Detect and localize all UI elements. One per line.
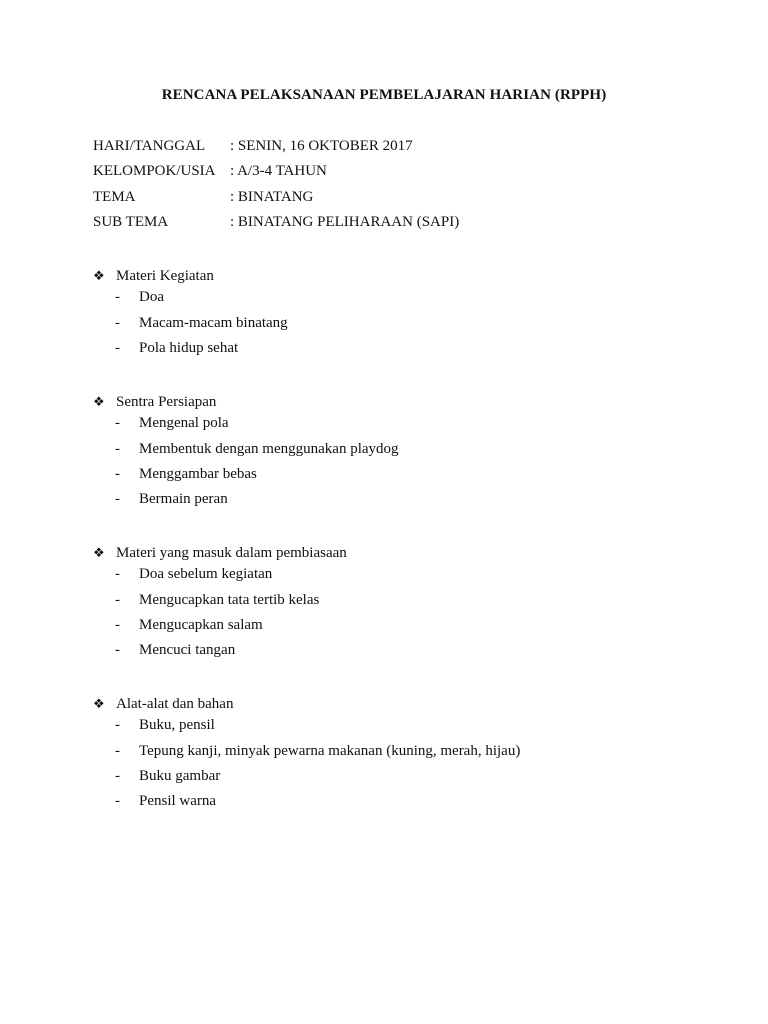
dash-marker: - [115, 616, 120, 633]
info-value: : A/3-4 TAHUN [230, 163, 327, 180]
dash-marker: - [115, 339, 120, 356]
info-row-theme [93, 188, 459, 213]
four-diamond-bullet-icon: ❖ [93, 393, 105, 409]
list-item [93, 490, 399, 515]
section-heading-row [93, 263, 288, 288]
dash-marker: - [115, 440, 120, 457]
section-heading: Alat-alat dan bahan [116, 695, 234, 712]
info-row-group [93, 162, 459, 187]
list-item [93, 767, 520, 792]
list-item [93, 792, 520, 817]
info-label: SUB TEMA [93, 213, 169, 230]
section-materi-kegiatan [93, 263, 288, 364]
list-item-text: Tepung kanji, minyak pewarna makanan (kuning, merah, hijau) [139, 742, 521, 759]
list-item-text: Buku gambar [139, 767, 221, 784]
dash-marker: - [115, 415, 120, 432]
list-item [93, 742, 520, 767]
four-diamond-bullet-icon: ❖ [93, 267, 105, 283]
info-value: : BINATANG PELIHARAAN (SAPI) [230, 213, 460, 230]
dash-marker: - [115, 767, 120, 784]
list-item-text: Bermain peran [139, 491, 228, 508]
dash-marker: - [115, 742, 120, 759]
list-item [93, 288, 288, 313]
section-heading: Sentra Persiapan [116, 393, 217, 410]
info-value: : BINATANG [230, 188, 314, 205]
list-item-text: Menggambar bebas [139, 465, 257, 482]
dash-marker: - [115, 491, 120, 508]
info-row-subtheme [93, 213, 459, 238]
list-item-text: Doa sebelum kegiatan [139, 566, 273, 583]
four-diamond-bullet-icon: ❖ [93, 544, 105, 560]
list-item [93, 591, 347, 616]
section-heading-row [93, 389, 399, 414]
list-item [93, 314, 288, 339]
section-alat-bahan [93, 691, 520, 817]
info-label: TEMA [93, 188, 136, 205]
list-item [93, 641, 347, 666]
list-item-text: Macam-macam binatang [139, 314, 288, 331]
list-item [93, 440, 399, 465]
list-item-text: Mengucapkan tata tertib kelas [139, 591, 320, 608]
list-item [93, 565, 347, 590]
list-item [93, 465, 399, 490]
info-block [93, 137, 459, 238]
section-heading: Materi yang masuk dalam pembiasaan [116, 544, 347, 561]
dash-marker: - [115, 717, 120, 734]
dash-marker: - [115, 566, 120, 583]
list-item [93, 716, 520, 741]
info-row-date [93, 137, 459, 162]
section-sentra-persiapan [93, 389, 399, 515]
list-item-text: Buku, pensil [139, 717, 215, 734]
list-item [93, 616, 347, 641]
list-item-text: Membentuk dengan menggunakan playdog [139, 440, 399, 457]
list-item-text: Mengenal pola [139, 415, 229, 432]
info-value: : SENIN, 16 OKTOBER 2017 [230, 138, 413, 154]
dash-marker: - [115, 642, 120, 659]
info-label: HARI/TANGGAL [93, 138, 206, 154]
dash-marker: - [115, 793, 120, 810]
dash-marker: - [115, 465, 120, 482]
dash-marker: - [115, 289, 120, 306]
four-diamond-bullet-icon: ❖ [93, 695, 105, 711]
list-item-text: Mencuci tangan [139, 642, 236, 659]
list-item-text: Doa [139, 289, 164, 306]
dash-marker: - [115, 591, 120, 608]
list-item-text: Pola hidup sehat [139, 339, 239, 356]
section-heading-row [93, 691, 520, 716]
section-heading-row [93, 540, 347, 565]
info-label: KELOMPOK/USIA [93, 163, 216, 180]
list-item [93, 414, 399, 439]
list-item [93, 339, 288, 364]
list-item-text: Pensil warna [139, 793, 217, 810]
document-title: RENCANA PELAKSANAAN PEMBELAJARAN HARIAN (RPPH) [161, 87, 607, 103]
dash-marker: - [115, 314, 120, 331]
list-item-text: Mengucapkan salam [139, 616, 263, 633]
section-materi-pembiasaan [93, 540, 347, 666]
section-heading: Materi Kegiatan [116, 267, 214, 284]
